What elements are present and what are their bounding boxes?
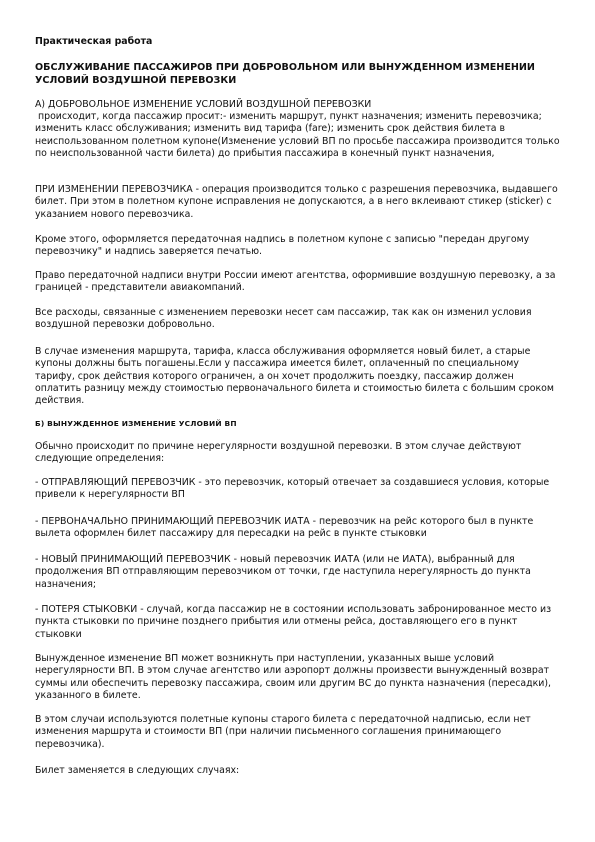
- document-label: Практическая работа: [35, 36, 153, 47]
- paragraph-endorsement: Кроме этого, оформляется передаточная надпись в полетном купоне с записью "передан другому перевозчику" и надпись заверяется печатью.: [35, 234, 530, 258]
- paragraph-endorsement-right: Право передаточной надписи внутри России имеют агентства, оформившие воздушную перевозку, а за границей - представители авиакомпаний.: [35, 270, 556, 294]
- paragraph-route-change: В случае изменения маршрута, тарифа, класса обслуживания оформляется новый билет, а старые купоны должны быть погашены.Если у пассажира имеется билет, оплаченный по специальному тарифу, срок действия которого ограничен, а он хочет продолжить поездку, пассажир должен оплатить разницу между стоимостью первоначального билета и стоимостью билета с большим сроком действия.: [35, 346, 554, 407]
- paragraph-change-carrier: ПРИ ИЗМЕНЕНИИ ПЕРЕВОЗЧИКА - операция производится только с разрешения перевозчика, выдавшего билет. При этом в полетном купоне исправления не допускаются, а в него вклеивают стикер (sticker) с указанием нового перевозчика.: [35, 184, 558, 220]
- document-title: ОБСЛУЖИВАНИЕ ПАССАЖИРОВ ПРИ ДОБРОВОЛЬНОМ ИЛИ ВЫНУЖДЕННОМ ИЗМЕНЕНИИ УСЛОВИЙ ВОЗДУШНОЙ ПЕРЕВОЗКИ: [35, 62, 535, 86]
- definition-sending-carrier: - ОТПРАВЛЯЮЩИЙ ПЕРЕВОЗЧИК - это перевозчик, который отвечает за создавшиеся условия, которые привели к нерегулярности ВП: [35, 477, 550, 501]
- paragraph-expenses: Все расходы, связанные с изменением перевозки несет сам пассажир, так как он изменил условия воздушной перевозки добровольно.: [35, 307, 532, 331]
- definition-new-carrier: - НОВЫЙ ПРИНИМАЮЩИЙ ПЕРЕВОЗЧИК - новый перевозчик ИАТА (или не ИАТА), выбранный для продолжения ВП отправляющим перевозчиком от точки, где наступила нерегулярность до пункта назначения;: [35, 554, 531, 590]
- definition-missed-connection: - ПОТЕРЯ СТЫКОВКИ - случай, когда пассажир не в состоянии использовать забронированное место из пункта стыковки по причине позднего прибытия или отмены рейса, доставляющего его в пункт стыковки: [35, 604, 552, 640]
- paragraph-replacement-cases: Билет заменяется в следующих случаях:: [35, 765, 240, 776]
- paragraph-old-coupons: В этом случаи используются полетные купоны старого билета с передаточной надписью, если нет изменения маршрута и стоимости ВП (при наличии письменного соглашения принимающего перевозчика).: [35, 714, 531, 750]
- section-a-heading: А) ДОБРОВОЛЬНОЕ ИЗМЕНЕНИЕ УСЛОВИЙ ВОЗДУШНОЙ ПЕРЕВОЗКИ: [35, 99, 372, 110]
- paragraph-usually: Обычно происходит по причине нерегулярности воздушной перевозки. В этом случае действуют следующие определения:: [35, 441, 522, 465]
- paragraph-forced-change: Вынужденное изменение ВП может возникнуть при наступлении, указанных выше условий нерегулярности ВП. В этом случае агентство или аэропорт должны произвести вынужденный возврат суммы или обеспечить перевозку пассажира, своим или другим ВС до пункта назначения (пересадки), указанного в билете.: [35, 653, 552, 701]
- definition-original-carrier: - ПЕРВОНАЧАЛЬНО ПРИНИМАЮЩИЙ ПЕРЕВОЗЧИК ИАТА - перевозчик на рейс которого был в пункте вылета оформлен билет пассажиру для пересадки на рейс в пункте стыковки: [35, 516, 534, 540]
- section-b-heading: Б) ВЫНУЖДЕННОЕ ИЗМЕНЕНИЕ УСЛОВИЙ ВП: [35, 419, 237, 428]
- section-a-text: происходит, когда пассажир просит:- изменить маршрут, пункт назначения; изменить перевозчика; изменить класс обслуживания; изменить вид тарифа (fare); изменить срок действия билета в неиспользованном полетном купоне(Изменение условий ВП по просьбе пассажира производится только по неиспользованной части билета) до прибытия пассажира в конечный пункт назначения,: [35, 111, 563, 159]
